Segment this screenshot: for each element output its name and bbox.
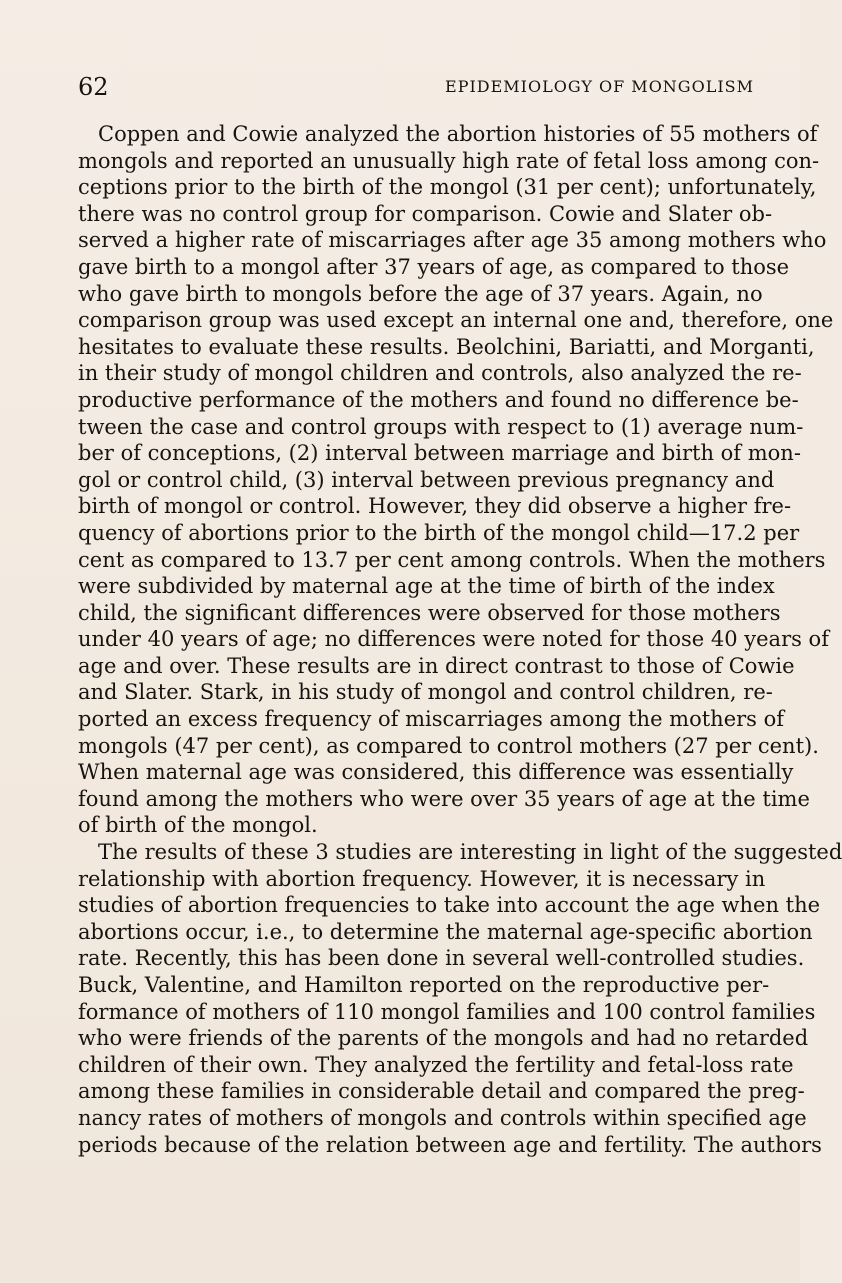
text-line: under 40 years of age; no differences were noted for those 40 years of [78,627,829,652]
text-line: relationship with abortion frequency. However, it is necessary in [78,866,766,891]
text-line: birth of mongol or control. However, they did observe a higher fre- [78,494,792,519]
text-line: who gave birth to mongols before the age of 37 years. Again, no [78,281,763,306]
running-head: EPIDEMIOLOGY OF MONGOLISM [445,77,754,96]
text-line: formance of mothers of 110 mongol families and 100 control families [78,999,816,1024]
text-line: ported an excess frequency of miscarriages among the mothers of [78,707,785,732]
text-line: children of their own. They analyzed the fertility and fetal-loss rate [78,1052,794,1077]
text-line: Coppen and Cowie analyzed the abortion histories of 55 mothers of [98,122,818,146]
text-line: who were friends of the parents of the mongols and had no retarded [78,1026,809,1051]
text-line: of birth of the mongol. [78,813,318,838]
text-line: tween the case and control groups with respect to (1) average num- [78,414,804,439]
text-line: The results of these 3 studies are interesting in light of the suggested [98,840,842,865]
text-line: ceptions prior to the birth of the mongol (31 per cent); unfortunately, [78,175,817,200]
body-text [78,121,842,1158]
text-line: child, the significant differences were observed for those mothers [78,600,781,625]
text-line: gol or control child, (3) interval between previous pregnancy and [78,467,775,492]
text-line: Buck, Valentine, and Hamilton reported on the reproductive per- [78,973,770,997]
text-line: mongols and reported an unusually high rate of fetal loss among con- [78,148,820,173]
text-line: studies of abortion frequencies to take into account the age when the [78,893,821,918]
text-line: When maternal age was considered, this difference was essentially [78,760,794,785]
text-line: comparison group was used except an internal one and, therefore, one [78,308,834,333]
text-line: were subdivided by maternal age at the time of birth of the index [78,574,775,599]
text-line: periods because of the relation between age and fertility. The authors [78,1132,822,1157]
text-line: hesitates to evaluate these results. Beolchini, Bariatti, and Morganti, [78,334,815,359]
text-line: served a higher rate of miscarriages after age 35 among mothers who [78,228,827,253]
text-line: rate. Recently, this has been done in several well-controlled studies. [78,946,805,971]
text-line: and Slater. Stark, in his study of mongol and control children, re- [78,680,773,705]
text-line: among these families in considerable detail and compared the preg- [78,1079,805,1104]
text-line: age and over. These results are in direct contrast to those of Cowie [78,653,795,678]
text-line: found among the mothers who were over 35 years of age at the time [78,786,810,811]
text-line: there was no control group for comparison. Cowie and Slater ob- [78,201,773,226]
text-line: cent as compared to 13.7 per cent among controls. When the mothers [78,547,826,572]
text-line: productive performance of the mothers and found no difference be- [78,387,799,412]
text-line: ber of conceptions, (2) interval between marriage and birth of mon- [78,441,801,466]
text-line: in their study of mongol children and controls, also analyzed the re- [78,361,802,386]
text-line: nancy rates of mothers of mongols and controls within specified age [78,1105,807,1130]
page-number: 62 [78,73,109,101]
text-line: quency of abortions prior to the birth of the mongol child—17.2 per [78,520,800,545]
text-line: abortions occur, i.e., to determine the maternal age-specific abortion [78,919,813,944]
text-line: mongols (47 per cent), as compared to control mothers (27 per cent). [78,733,819,758]
page-header [78,70,754,104]
text-line: gave birth to a mongol after 37 years of age, as compared to those [78,254,790,279]
